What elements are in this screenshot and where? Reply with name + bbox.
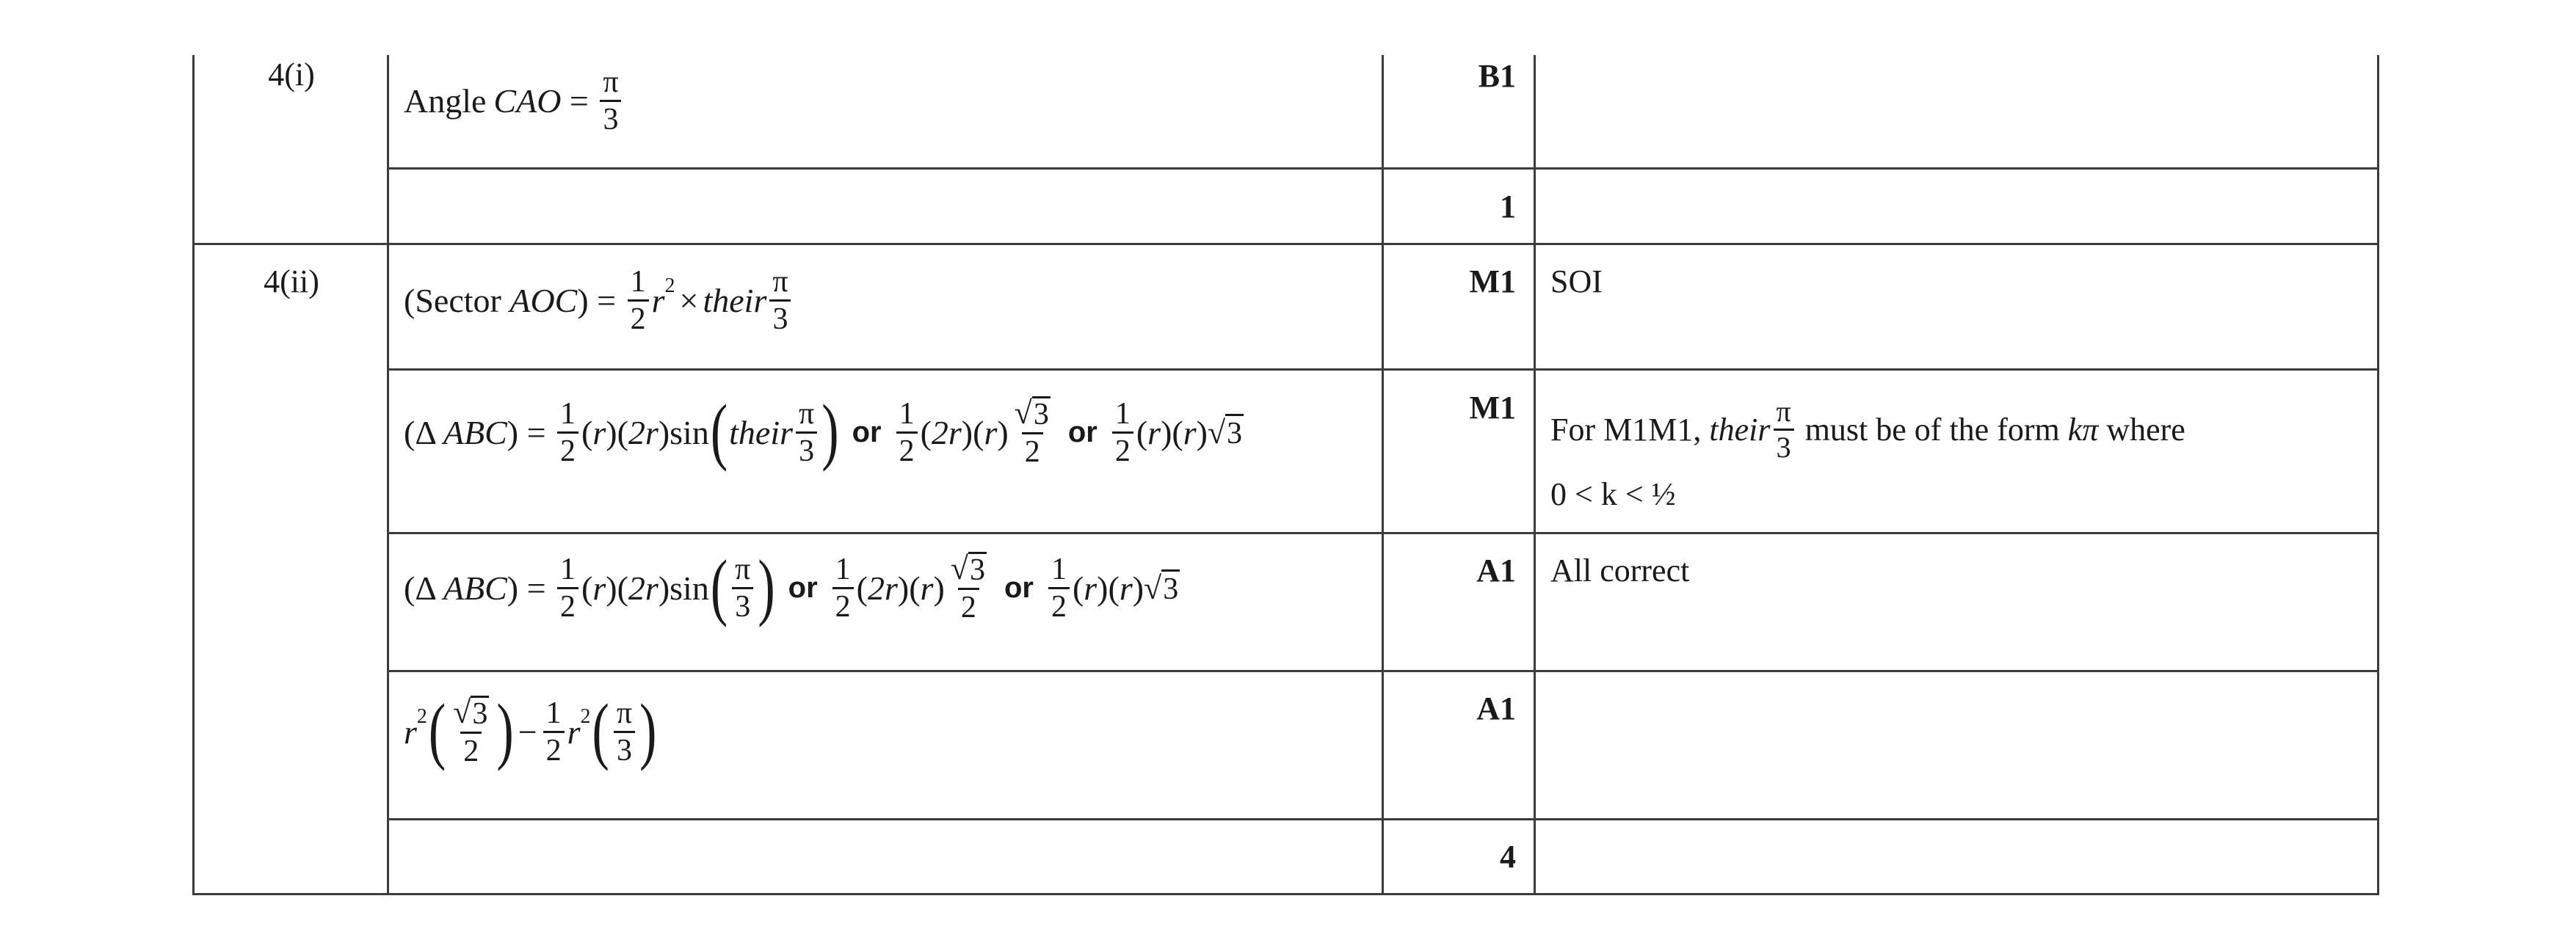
question-number: 4(i) — [268, 57, 315, 92]
mark-code: M1 — [1469, 263, 1516, 299]
triangle-area-expression: (Δ ABC ) = $\frac{1}{2}$ ( r )( 2r ) sin ( their $\frac{\pi}{3}$ ) or $\frac{1}{2}$ ( 2r )( r ) √ 3 2 or $\frac{1}{2}$ ( r )( r ) √ 3 — [404, 390, 1243, 473]
guidance-text: For M1M1, their $\frac{\pi}{3}$ must be of the form kπ where — [1550, 395, 2185, 464]
fraction: $\frac{\pi}{3}$ — [769, 266, 791, 335]
column-divider — [387, 55, 389, 895]
equals-sign: = — [561, 82, 598, 120]
mark-total: 1 — [1500, 189, 1516, 225]
mark-code: A1 — [1476, 553, 1516, 589]
row-divider — [388, 670, 2379, 672]
column-divider — [1382, 55, 1384, 895]
mark-code: A1 — [1476, 691, 1516, 726]
answer-expression — [404, 66, 625, 136]
mark-code: B1 — [1478, 58, 1516, 94]
row-divider — [388, 532, 2379, 534]
column-divider — [1534, 55, 1536, 895]
row-divider — [388, 818, 2379, 820]
table-bottom-border — [192, 893, 2379, 895]
triangle-area-expression: (Δ ABC ) = $\frac{1}{2}$ ( r )( 2r ) sin ( $\frac{\pi}{3}$ ) or $\frac{1}{2}$ ( 2r )( r ) √ 3 2 or $\frac{1}{2}$ ( r )( r ) √ 3 — [404, 546, 1179, 629]
shaded-area-expression: r 2 ( √ 3 2 ) − $\frac{1}{2}$ r 2 ( $\frac{\pi}{3}$ ) — [404, 690, 657, 773]
row-divider — [388, 368, 2379, 371]
column-divider — [192, 55, 195, 895]
column-divider — [2377, 55, 2379, 895]
guidance-text: 0 < k < ½ — [1550, 476, 1676, 512]
fraction: $\frac{\pi}{3}$ — [600, 66, 621, 136]
row-divider — [388, 167, 2379, 170]
answer-variable: CAO — [493, 82, 562, 120]
mark-code: M1 — [1469, 390, 1516, 426]
guidance-text: All correct — [1550, 553, 1690, 589]
row-divider — [192, 243, 2379, 245]
mark-total: 4 — [1500, 839, 1516, 875]
question-number: 4(ii) — [264, 263, 319, 299]
fraction: $\frac{1}{2}$ — [628, 266, 649, 335]
sector-area-expression: (Sector AOC ) = $\frac{1}{2}$ r 2 × their $\frac{\pi}{3}$ — [404, 266, 794, 335]
guidance-text: SOI — [1550, 263, 1603, 299]
answer-text: Angle — [404, 82, 487, 120]
